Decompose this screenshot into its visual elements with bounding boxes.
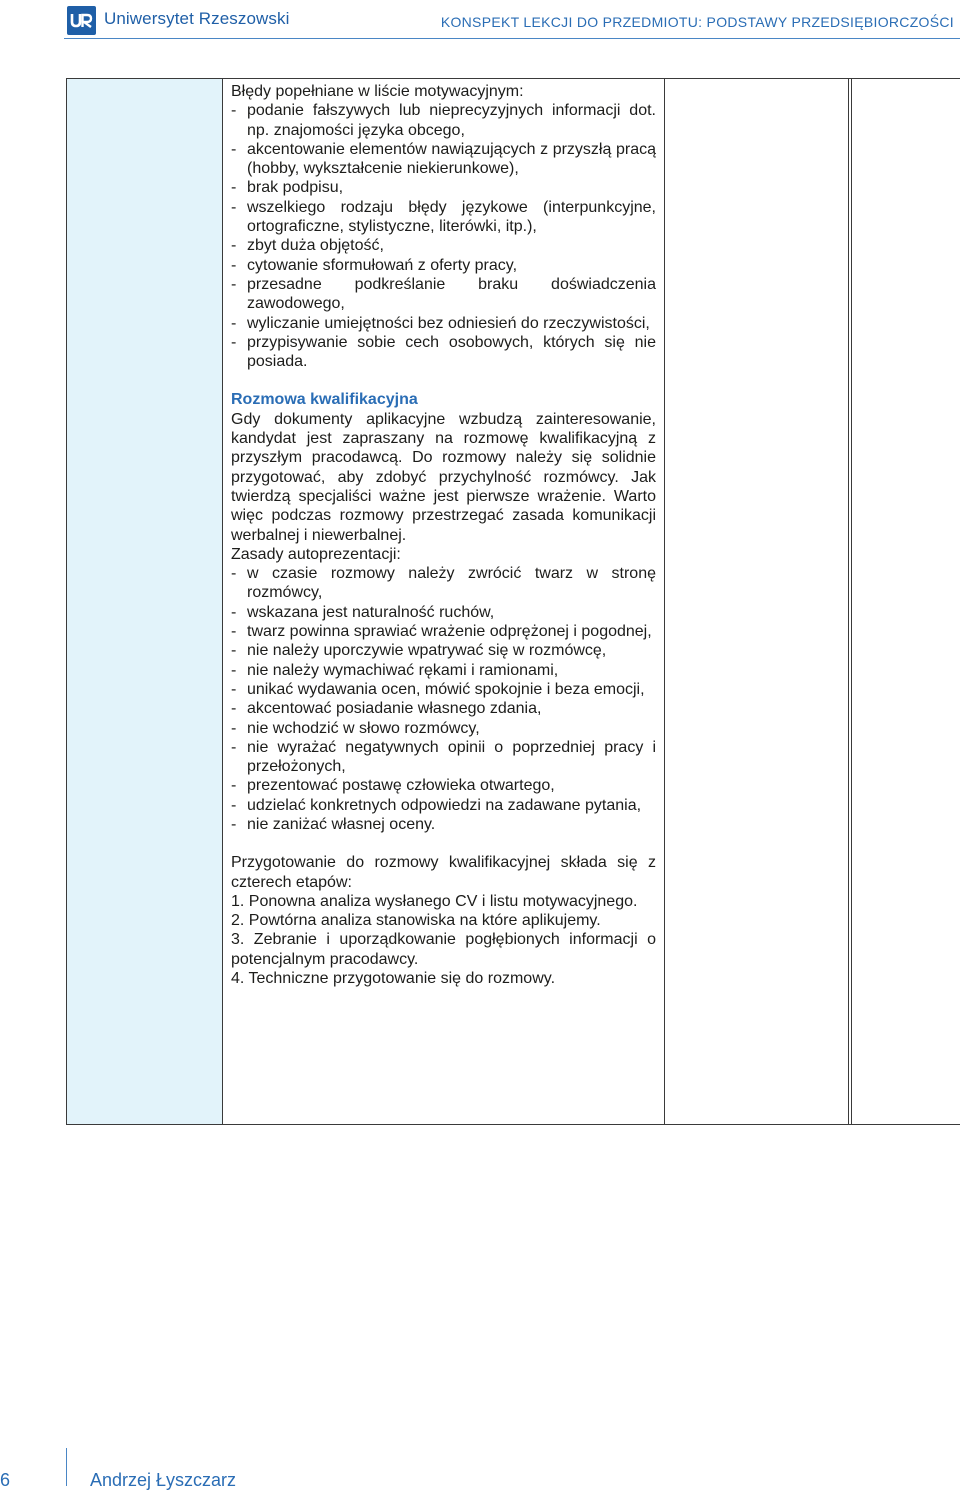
document-header-title: KONSPEKT LEKCJI DO PRZEDMIOTU: PODSTAWY PRZEDSIĘBIORCZOŚCI [440, 14, 954, 30]
mistakes-heading: Błędy popełniane w liście motywacyjnym: [231, 83, 524, 100]
interview-paragraph: Gdy dokumenty aplikacyjne wzbudzą zainteresowanie, kandydat jest zapraszany na rozmowę kwalifikacyjną z przyszłym pracodawcą. Do rozmowy należy się solidnie przygotować, aby zdobyć przychylność rozmówcy. Jak twierdzą specjaliści ważne jest pierwsze wrażenie. Warto więc podczas rozmowy przestrzegać zasada komunikacji werbalnej i niewerbalnej. [231, 410, 656, 544]
page-header [0, 0, 960, 44]
list-item: - udzielać konkretnych odpowiedzi na zadawane pytania, [231, 796, 656, 815]
list-item: - prezentować postawę człowieka otwartego, [231, 776, 656, 795]
ur-logo-icon [67, 6, 96, 35]
footer-divider [66, 1448, 67, 1486]
list-item: - w czasie rozmowy należy zwrócić twarz w stronę rozmówcy, [231, 564, 656, 603]
list-item: - wyliczanie umiejętności bez odniesień do rzeczywistości, [231, 314, 656, 333]
preparation-intro: Przygotowanie do rozmowy kwalifikacyjnej składa się z czterech etapów: [231, 854, 656, 891]
list-item: - zbyt duża objętość, [231, 236, 656, 255]
university-name: Uniwersytet Rzeszowski [104, 9, 290, 28]
page-number: 6 [0, 1470, 11, 1490]
lesson-plan-table [66, 78, 960, 1125]
list-item: - nie należy wymachiwać rękami i ramionami, [231, 661, 656, 680]
preparation-step: 2. Powtórna analiza stanowiska na które aplikujemy. [231, 912, 601, 930]
mistakes-list [231, 101, 656, 371]
spacer [231, 371, 656, 390]
header-divider [64, 38, 960, 39]
shaded-column-cell [67, 79, 223, 1125]
spacer [231, 834, 656, 853]
rules-list [231, 564, 656, 834]
list-item: - przypisywanie sobie cech osobowych, których się nie posiada. [231, 333, 656, 372]
preparation-step: 4. Techniczne przygotowanie się do rozmowy. [231, 970, 556, 988]
list-item: - przesadne podkreślanie braku doświadczenia zawodowego, [231, 275, 656, 314]
list-item: - nie zaniżać własnej oceny. [231, 815, 656, 834]
list-item: - nie wyrażać negatywnych opinii o poprzedniej pracy i przełożonych, [231, 738, 656, 777]
content-text [231, 82, 656, 988]
empty-cell [665, 79, 849, 1125]
list-item: - wskazana jest naturalność ruchów, [231, 603, 656, 622]
list-item: - brak podpisu, [231, 178, 656, 197]
section-title: Rozmowa kwalifikacyjna [231, 391, 418, 409]
author-name: Andrzej Łyszczarz [90, 1470, 237, 1490]
list-item: - twarz powinna sprawiać wrażenie odprężonej i pogodnej, [231, 622, 656, 641]
list-item: - nie należy uporczywie wpatrywać się w rozmówcę, [231, 641, 656, 660]
list-item: - akcentowanie elementów nawiązujących z przyszłą pracą (hobby, wykształcenie niekierunkowe), [231, 140, 656, 179]
content-cell [223, 79, 665, 1125]
list-item: - cytowanie sformułowań z oferty pracy, [231, 256, 656, 275]
list-item: - podanie fałszywych lub nieprecyzyjnych informacji dot. np. znajomości języka obcego, [231, 101, 656, 140]
empty-cell [852, 79, 960, 1125]
list-item: - nie wchodzić w słowo rozmówcy, [231, 719, 656, 738]
preparation-step: 3. Zebranie i uporządkowanie pogłębionych informacji o potencjalnym pracodawcy. [231, 931, 656, 968]
list-item: - wszelkiego rodzaju błędy językowe (interpunkcyjne, ortograficzne, stylistyczne, literówki, itp.), [231, 198, 656, 237]
list-item: - unikać wydawania ocen, mówić spokojnie i beza emocji, [231, 680, 656, 699]
table-row [67, 79, 960, 1125]
preparation-step: 1. Ponowna analiza wysłanego CV i listu motywacyjnego. [231, 892, 638, 910]
list-item: - akcentować posiadanie własnego zdania, [231, 699, 656, 718]
rules-heading: Zasady autoprezentacji: [231, 545, 401, 563]
